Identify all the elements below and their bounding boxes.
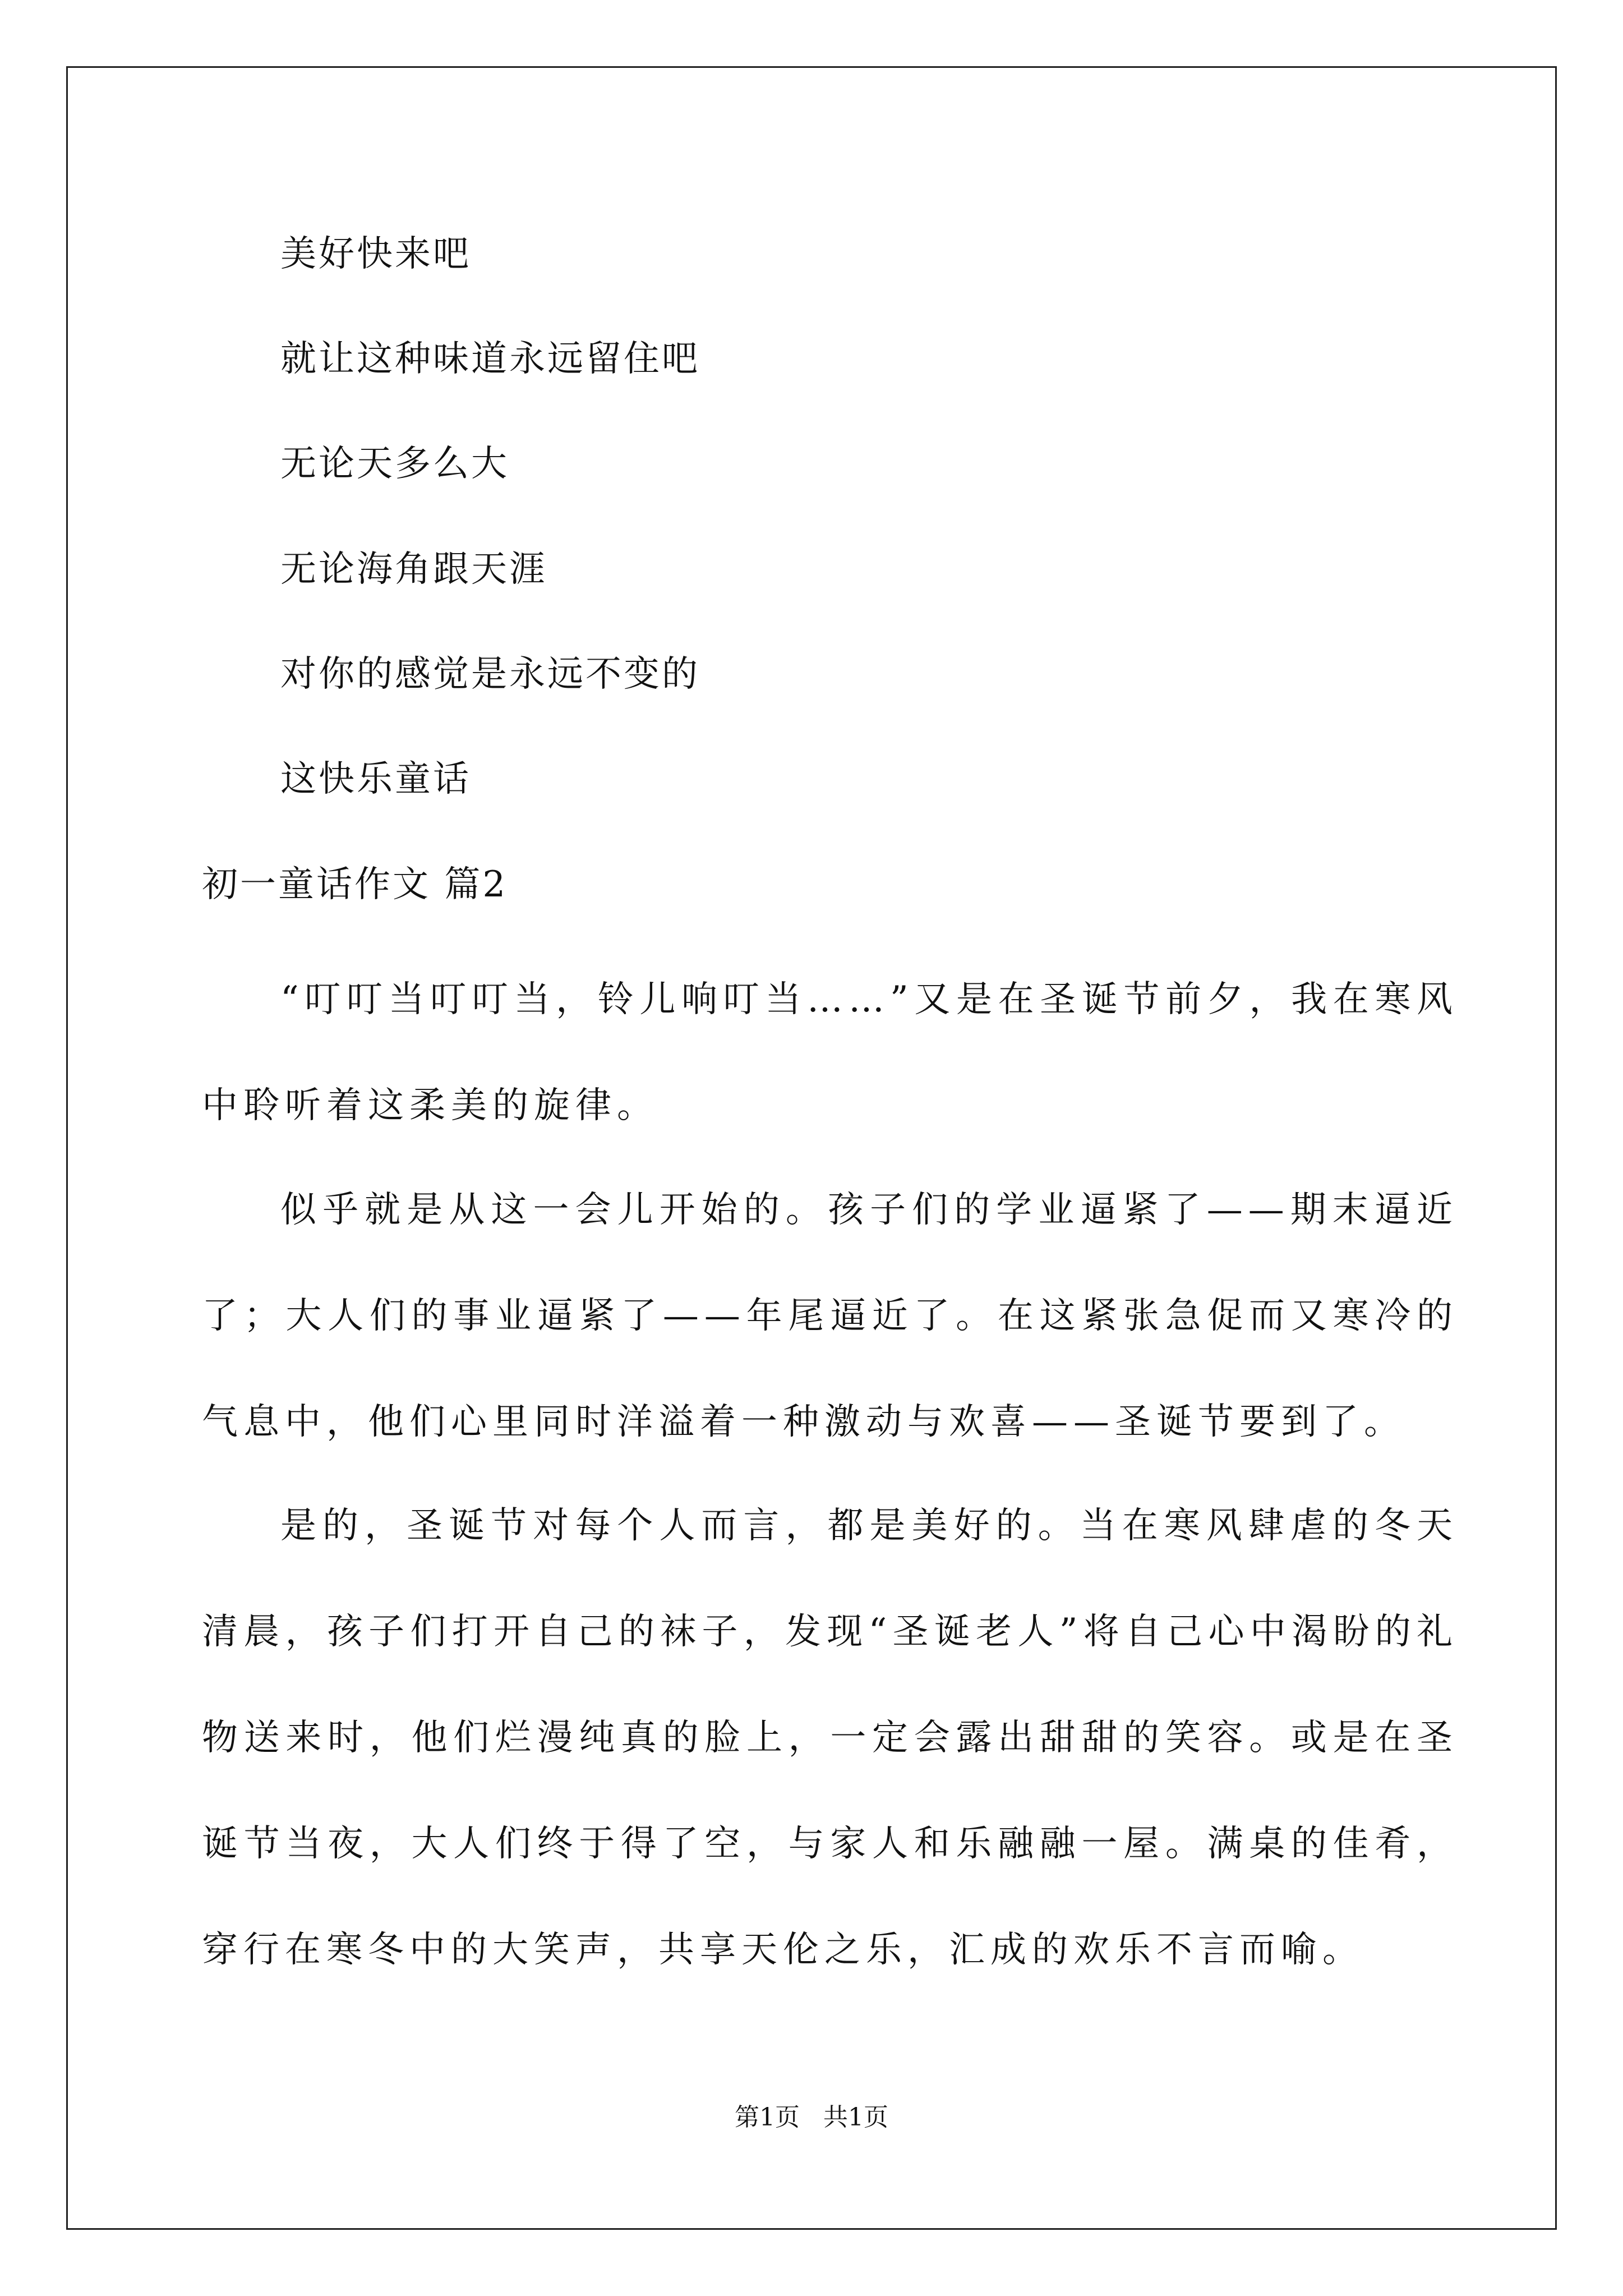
poem-line: 无论天多么大 [280,443,509,485]
paragraph: 似乎就是从这一会儿开始的。孩子们的学业逼紧了——期末逼近了；大人们的事业逼紧了——年尾逼近了。在这紧张急促而又寒冷的气息中，他们心里同时洋溢着一种激动与欢喜——圣诞节要到了。 [202,1189,1458,1443]
poem-line: 美好快来吧 [280,233,471,275]
page-footer: 第1页 共1页 [735,2103,888,2132]
poem-line: 无论海角跟天涯 [280,549,547,590]
paragraph: “叮叮当叮叮当，铃儿响叮当……”又是在圣诞节前夕，我在寒风中聆听着这柔美的旋律。 [202,979,1458,1126]
paragraph: 是的，圣诞节对每个人而言，都是美好的。当在寒风肆虐的冬天清晨，孩子们打开自己的袜子，发现“圣诞老人”将自己心中渴盼的礼物送来时，他们烂漫纯真的脸上，一定会露出甜甜的笑容。或是在圣诞节当夜，大人们终于得了空，与家人和乐融融一屋。满桌的佳肴，穿行在寒冬中的大笑声，共享天伦之乐，汇成的欢乐不言而喻。 [202,1505,1458,1971]
section-heading: 初一童话作文 篇2 [202,864,508,905]
poem-line: 对你的感觉是永远不变的 [280,654,700,695]
poem-line: 这快乐童话 [280,758,471,800]
poem-line: 就让这种味道永远留住吧 [280,338,700,380]
